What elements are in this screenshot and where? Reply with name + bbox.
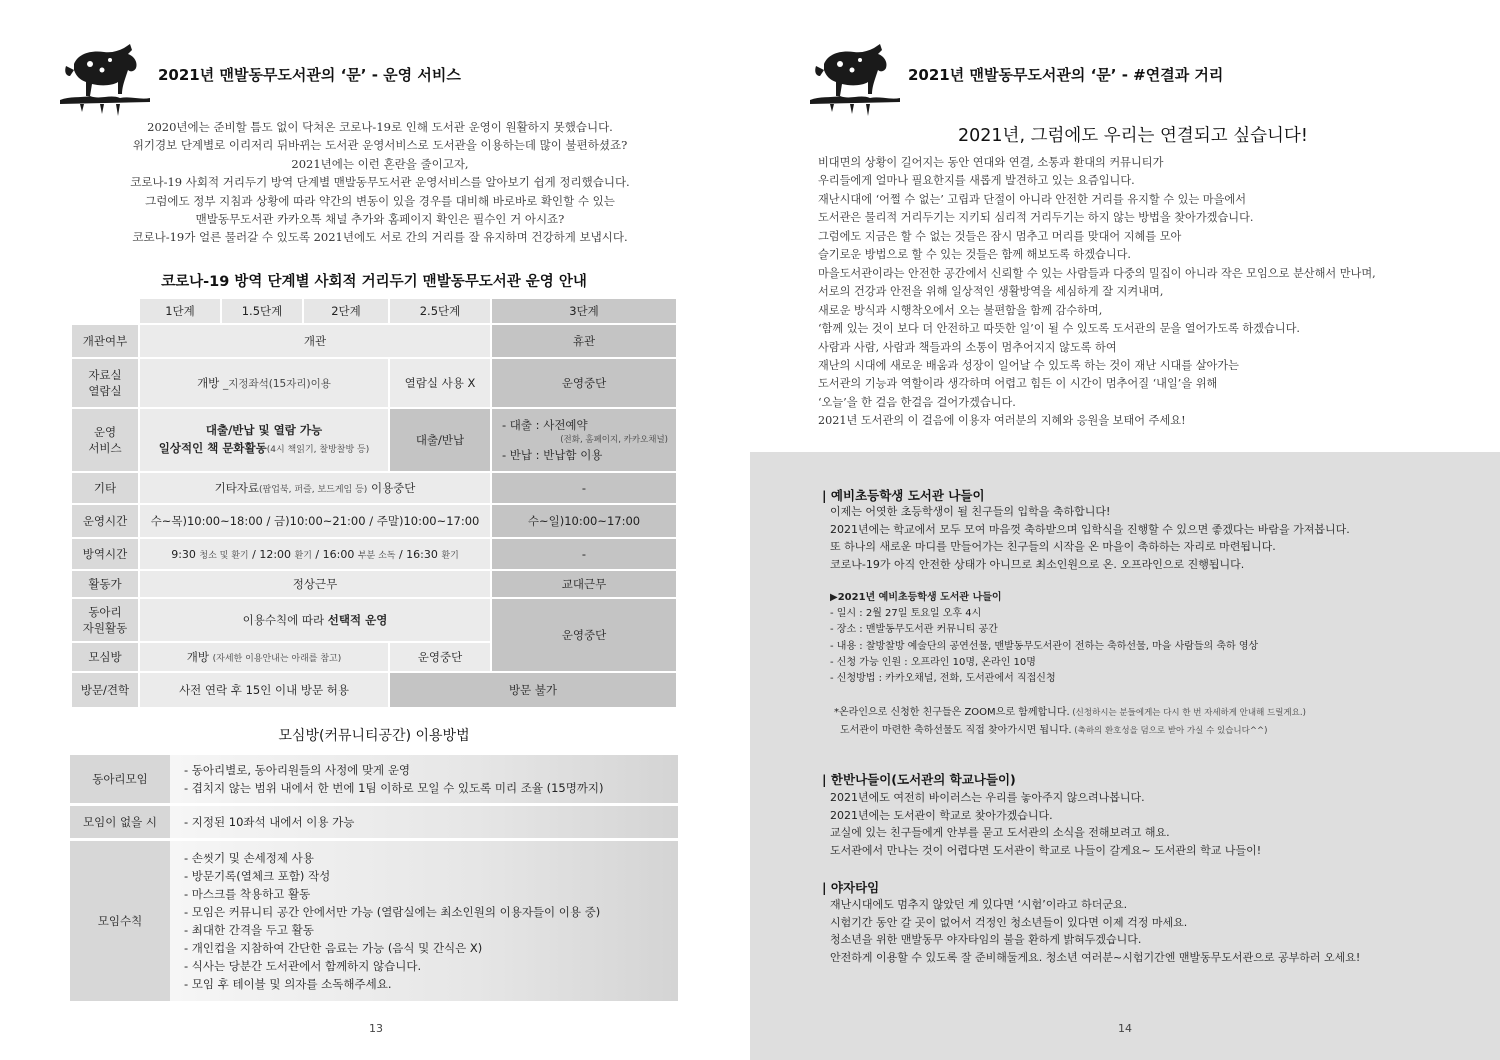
etc-stage3: -	[492, 473, 676, 503]
usage-item: - 모임은 커뮤니티 공간 안에서만 가능 (열람실에는 최소인원의 이용자들이 이용 중)	[184, 905, 601, 919]
header-title: 2021년 맨발동무도서관의 ‘문’ - 운영 서비스	[158, 66, 461, 84]
service-main-cell	[140, 409, 388, 471]
event-item: - 일시 : 2월 27일 토요일 오후 4시	[830, 608, 982, 620]
usage-body	[170, 755, 678, 803]
intro-line: 맨발동무도서관 카카오톡 채널 추가와 홈페이지 확인은 필수인 거 아시죠?	[195, 212, 565, 227]
event-details	[830, 590, 1258, 687]
reading-stage25: 열람실 사용 X	[390, 359, 490, 407]
row-label-room: 모심방	[72, 643, 138, 671]
staff-stage3: 교대근무	[492, 571, 676, 597]
section-line: 코로나-19가 아직 안전한 상태가 아니므로 최소인원으로 온. 오프라인으로 진행됩니다.	[830, 557, 1245, 571]
usage-item: - 식사는 당분간 도서관에서 함께하지 않습니다.	[184, 959, 422, 973]
disinfect-desc: 부분 소독	[357, 550, 396, 561]
paragraph-line: 슬기로운 방법으로 할 수 있는 것들은 함께 해보도록 하겠습니다.	[818, 248, 1131, 262]
row-label-visit: 방문/견학	[72, 673, 138, 707]
etc-cell	[140, 473, 490, 503]
paragraph-line: ‘함께 있는 것이 보다 더 안전하고 따뜻한 일’이 될 수 있도록 도서관의 문을 열어가도록 하겠습니다.	[818, 322, 1300, 336]
page-14	[750, 0, 1500, 1060]
service-stage25: 대출/반납	[390, 409, 490, 471]
disinfect-desc: 청소 및 환기	[199, 550, 249, 561]
row-label-line: 운영	[93, 425, 117, 439]
section-line: 2021년에는 학교에서 모두 모여 마음껏 축하받으며 입학식을 진행할 수 있으면 좋겠다는 바람을 가져봅니다.	[830, 522, 1350, 536]
intro-paragraph	[818, 154, 1376, 431]
intro-line: 그럼에도 정부 지침과 상황에 따라 약간의 변동이 있을 경우를 대비해 바로바로 확인할 수 있는	[145, 193, 615, 208]
usage-label: 모임수칙	[70, 841, 170, 1001]
service-stage3	[492, 409, 676, 471]
usage-body	[170, 806, 678, 838]
usage-item: - 모임 후 테이블 및 의자를 소독해주세요.	[184, 977, 392, 991]
section-line: 또 하나의 새로운 마디를 만들어가는 친구들의 시작을 온 마을이 축하하는 자리로 마련됩니다.	[830, 540, 1276, 554]
paragraph-line: 서로의 건강과 안전을 위해 일상적인 생활방역을 세심하게 잘 지켜내며,	[818, 285, 1164, 299]
cow-logo-icon	[810, 36, 900, 116]
visit-cell: 사전 연락 후 15인 이내 방문 허용	[140, 673, 388, 707]
section-line: 2021년에는 도서관이 학교로 찾아가겠습니다.	[830, 808, 1053, 822]
disinfect-time: 16:30	[406, 547, 438, 561]
usage-item: - 방문기록(열체크 포함) 작성	[184, 869, 331, 883]
note-main: *온라인으로 신청한 친구들은 ZOOM으로 함께합니다.	[834, 707, 1070, 718]
service-stage3-line: - 대출 : 사전예약	[502, 417, 588, 432]
note-small: (축하의 환호성을 덤으로 받아 가실 수 있습니다^^)	[1071, 726, 1268, 736]
paragraph-line: 마을도서관이라는 안전한 공간에서 신뢰할 수 있는 사람들과 다중의 밀집이 아니라 작은 모임으로 분산해서 만나며,	[818, 266, 1376, 280]
room-cell	[140, 643, 388, 671]
service-detail: (4시 책읽기, 찰방찰방 등)	[266, 445, 370, 455]
intro-text	[60, 118, 700, 247]
paragraph-line: 사람과 사람, 사람과 책들과의 소통이 멈추어지지 않도록 하여	[818, 340, 1117, 354]
intro-line: 2021년에는 이런 혼란을 줄이고자,	[291, 156, 469, 171]
header-title: 2021년 맨발동무도서관의 ‘문’ - #연결과 거리	[908, 66, 1224, 84]
paragraph-line: 비대면의 상황이 길어지는 동안 연대와 연결, 소통과 환대의 커뮤니티가	[818, 156, 1164, 169]
row-label-club	[72, 599, 138, 641]
usage-body	[170, 841, 678, 1001]
section-line: 이제는 어엿한 초등학생이 될 친구들의 입학을 축하합니다!	[830, 505, 1111, 518]
paragraph-line: 우리들에게 얼마나 필요한지를 새롭게 발견하고 있는 요즘입니다.	[818, 174, 1135, 188]
hours-cell: 수~목)10:00~18:00 / 금)10:00~21:00 / 주말)10:00~17:00	[140, 505, 490, 537]
row-label-etc: 기타	[72, 473, 138, 503]
usage-item: - 겹치지 않는 범위 내에서 한 번에 1팀 이하로 모일 수 있도록 미리 조율 (15명까지)	[184, 781, 604, 795]
reading-open-cell	[140, 359, 388, 407]
row-label-reading	[72, 359, 138, 407]
section-line: 시험기간 동안 갈 곳이 없어서 걱정인 청소년들이 있다면 이제 걱정 마세요.	[830, 915, 1188, 929]
disinfect-time: 9:30	[171, 547, 196, 561]
row-label-service	[72, 409, 138, 471]
intro-line: 코로나-19가 얼른 물러갈 수 있도록 2021년에도 서로 간의 거리를 잘 유지하며 건강하게 보냅시다.	[132, 230, 628, 245]
etc-suffix: 이용중단	[367, 481, 416, 495]
intro-line: 코로나-19 사회적 거리두기 방역 단계별 맨발동무도서관 운영서비스를 알아보기 쉽게 정리했습니다.	[130, 175, 630, 190]
cow-logo-icon	[60, 36, 150, 116]
reading-open-detail: _지정좌석(15자리)이용	[222, 378, 331, 390]
event-item: - 내용 : 찰방찰방 예술단의 공연선물, 맨발동무도서관이 전하는 축하선물, 마을 사람들의 축하 영상	[830, 640, 1259, 652]
reading-open-main: 개방	[197, 376, 220, 390]
paragraph-line: ‘오늘’을 한 걸음 한걸음 걸어가겠습니다.	[818, 395, 1016, 409]
paragraph-line: 재난시대에 ‘어쩔 수 없는’ 고립과 단절이 아니라 안전한 거리를 유지할 수 있는 마을에서	[818, 192, 1247, 206]
disinfect-desc: 환기	[294, 550, 312, 561]
section-line: 안전하게 이용할 수 있도록 잘 준비해둘게요. 청소년 여러분~시험기간엔 맨발동무도서관으로 공부하러 오세요!	[830, 950, 1361, 964]
section-text-night-study	[830, 896, 1360, 966]
usage-item: - 손씻기 및 손세정제 사용	[184, 851, 314, 865]
row-label-line: 열람실	[88, 384, 122, 398]
paragraph-line: 그럼에도 지금은 할 수 없는 것들은 잠시 멈추고 머리를 맞대어 지혜를 모아	[818, 229, 1182, 243]
page-number: 14	[1118, 1022, 1132, 1035]
stage-header: 2단계	[304, 299, 388, 323]
section-text-class-visit	[830, 789, 1261, 859]
event-notes	[834, 704, 1306, 740]
service-line: 일상적인 책 문화활동	[158, 441, 267, 455]
row-label-open: 개관여부	[72, 325, 138, 357]
service-stage3-detail: (전화, 홈페이지, 카카오채널)	[560, 434, 668, 445]
section-line: 교실에 있는 친구들에게 안부를 묻고 도서관의 소식을 전해보려고 해요.	[830, 826, 1170, 840]
service-stage3-line: - 반납 : 반납함 이용	[502, 447, 603, 462]
staff-cell: 정상근무	[140, 571, 490, 597]
disinfect-cell: 9:30 청소 및 환기 / 12:00 환기 / 16:00 부분 소독 / 16:30 환기	[140, 539, 490, 569]
disinfect-stage3: -	[492, 539, 676, 569]
event-item: - 신청 가능 인원 : 오프라인 10명, 온라인 10명	[830, 656, 1036, 668]
closed-cell: 휴관	[492, 325, 676, 357]
row-label-line: 자료실	[88, 368, 122, 382]
event-item: - 장소 : 맨발동무도서관 커뮤니티 공간	[830, 624, 998, 636]
open-cell: 개관	[140, 325, 490, 357]
paragraph-line: 새로운 방식과 시행착오에서 오는 불편함을 함께 감수하며,	[818, 303, 1103, 317]
section-text-preschool	[830, 503, 1350, 573]
stage-header: 1단계	[140, 299, 220, 323]
disinfect-desc: 환기	[441, 550, 459, 561]
room-detail: (자세한 이용안내는 아래를 참고)	[212, 654, 342, 664]
row-label-hours: 운영시간	[72, 505, 138, 537]
club-prefix: 이용수칙에 따라	[242, 613, 328, 627]
club-cell	[140, 599, 490, 641]
usage-label: 모임이 없을 시	[70, 806, 170, 838]
event-title: ▶2021년 예비초등학생 도서관 나들이	[830, 592, 1002, 603]
table-corner	[72, 299, 138, 323]
club-bold: 선택적 운영	[327, 613, 388, 627]
etc-detail: (팝업북, 퍼즐, 보드게임 등)	[259, 485, 368, 495]
paragraph-line: 도서관의 기능과 역할이라 생각하며 어렵고 힘든 이 시간이 멈추어질 ‘내일’을 위해	[818, 377, 1218, 391]
hours-stage3: 수~일)10:00~17:00	[492, 505, 676, 537]
note-main: 도서관이 마련한 축하선물도 직접 찾아가시면 됩니다.	[840, 725, 1072, 736]
section-title-class-visit: | 한반나들이(도서관의 학교나들이)	[822, 772, 1016, 787]
usage-label: 동아리모임	[70, 755, 170, 803]
room-stage25: 운영중단	[390, 643, 490, 671]
paragraph-line: 도서관은 물리적 거리두기는 지키되 심리적 거리두기는 하지 않는 방법을 찾아가겠습니다.	[818, 211, 1254, 225]
section-line: 재난시대에도 멈추지 않았던 게 있다면 ‘시험’이라고 하더군요.	[830, 898, 1128, 911]
intro-line: 2020년에는 준비할 틈도 없이 닥쳐온 코로나-19로 인해 도서관 운영이 원활하지 못했습니다.	[147, 120, 613, 134]
table-title: 코로나-19 방역 단계별 사회적 거리두기 맨발동무도서관 운영 안내	[161, 274, 587, 290]
usage-item: - 동아리별로, 동아리원들의 사정에 맞게 운영	[184, 763, 411, 777]
usage-title: 모심방(커뮤니티공간) 이용방법	[278, 728, 470, 744]
reading-stage3: 운영중단	[492, 359, 676, 407]
row-label-line: 서비스	[88, 441, 122, 455]
room-main: 개방	[186, 650, 209, 664]
stage-header: 1.5단계	[222, 299, 302, 323]
etc-prefix: 기타자료	[214, 481, 260, 495]
paragraph-line: 2021년 도서관의 이 걸음에 이용자 여러분의 지혜와 응원을 보태어 주세요!	[818, 414, 1186, 428]
stage-header: 2.5단계	[390, 299, 490, 323]
section-line: 도서관에서 만나는 것이 어렵다면 도서관이 학교로 나들이 갈게요~ 도서관의 학교 나들이!	[830, 843, 1262, 857]
row-label-disinfect: 방역시간	[72, 539, 138, 569]
service-line: 대출/반납 및 열람 가능	[205, 423, 323, 437]
usage-item: - 개인컵을 지참하여 간단한 음료는 가능 (음식 및 간식은 X)	[184, 941, 483, 955]
section-title-preschool: | 예비초등학생 도서관 나들이	[822, 488, 985, 503]
guide-table	[70, 297, 678, 709]
section-line: 청소년을 위한 맨발동무 야자타임의 불을 환하게 밝혀두겠습니다.	[830, 933, 1142, 947]
disinfect-time: 16:00	[322, 547, 355, 561]
row-label-staff: 활동가	[72, 571, 138, 597]
main-heading: 2021년, 그럼에도 우리는 연결되고 싶습니다!	[958, 126, 1308, 146]
section-title-night-study: | 야자타임	[822, 880, 880, 895]
row-label-line: 자원활동	[82, 621, 128, 635]
usage-item: - 지정된 10좌석 내에서 이용 가능	[184, 815, 355, 829]
note-small: (신청하시는 분들에게는 다시 한 번 자세하게 안내해 드릴게요.)	[1069, 708, 1306, 718]
paragraph-line: 재난의 시대에 새로운 배움과 성장이 일어날 수 있도록 하는 것이 재난 시대를 살아가는	[818, 358, 1239, 372]
section-line: 2021년에도 여전히 바이러스는 우리를 놓아주지 않으려나봅니다.	[830, 791, 1145, 804]
usage-item: - 마스크를 착용하고 활동	[184, 887, 311, 901]
intro-line: 위기경보 단계별로 이리저리 뒤바뀌는 도서관 운영서비스로 도서관을 이용하는데 많이 불편하셨죠?	[132, 138, 628, 153]
usage-item: - 최대한 간격을 두고 활동	[184, 923, 314, 937]
stage-header: 3단계	[492, 299, 676, 323]
page-number: 13	[369, 1022, 383, 1035]
club-room-stage3: 운영중단	[492, 599, 676, 671]
disinfect-time: 12:00	[259, 547, 292, 561]
usage-table	[70, 752, 678, 1004]
visit-stage25-3: 방문 불가	[390, 673, 676, 707]
event-item: - 신청방법 : 카카오채널, 전화, 도서관에서 직접신청	[830, 673, 1056, 685]
row-label-line: 동아리	[88, 605, 122, 619]
